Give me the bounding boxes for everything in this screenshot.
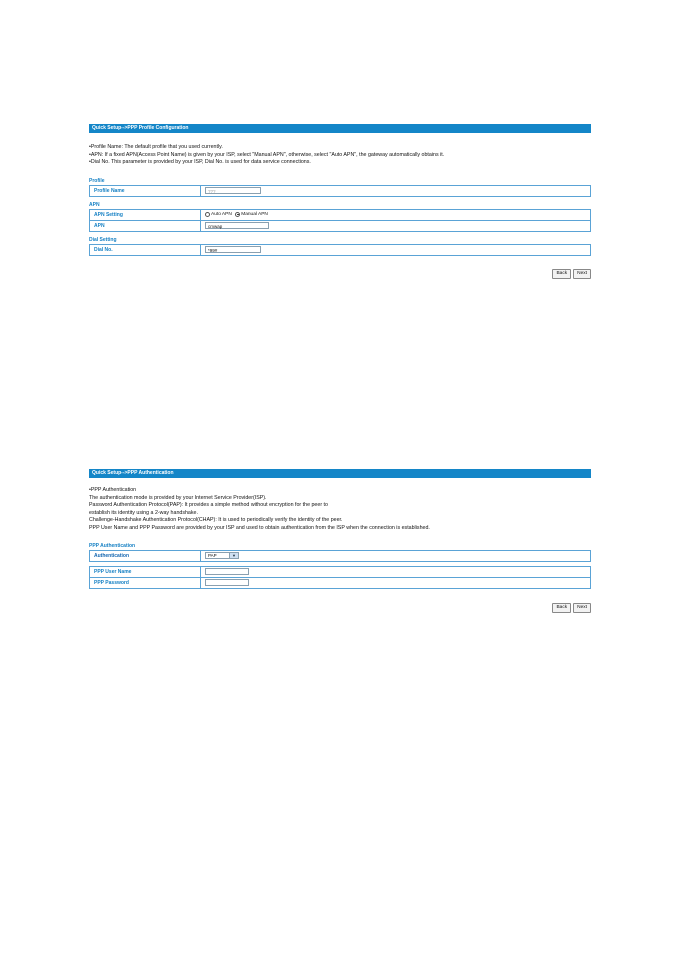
description <box>89 144 591 167</box>
section-dial: Dial Setting <box>89 236 117 243</box>
manual-apn-label: Manual APN <box>241 211 268 217</box>
section-apn: APN <box>89 201 100 208</box>
dial-table <box>89 244 591 256</box>
desc-line: The authentication mode is provided by your Internet Service Provider(ISP). <box>89 494 267 501</box>
profile-name-label: Profile Name <box>90 185 201 196</box>
authentication-value: PAP <box>208 553 217 559</box>
section-ppp-auth: PPP Authentication <box>89 542 136 549</box>
panel-title: Quick Setup-->PPP Authentication <box>89 469 591 478</box>
panel-title: Quick Setup-->PPP Profile Configuration <box>89 124 591 133</box>
ppp-password-input[interactable] <box>205 579 249 586</box>
desc-line: Password Authentication Protocol(PAP): It provides a simple method without encryption for the peer to <box>89 502 328 509</box>
desc-line: •PPP Authentication <box>89 487 137 493</box>
auto-apn-label: Auto APN <box>211 211 232 217</box>
desc-line: •APN: If a fixed APN(Access Point Name) is given by your ISP, select "Manual APN", otherwise, select "Auto APN", the gateway automatically obtains it. <box>89 151 445 158</box>
ppp-user-name-input[interactable] <box>205 568 249 575</box>
back-button[interactable]: Back <box>552 603 571 613</box>
button-row <box>89 595 591 613</box>
auto-apn-radio[interactable] <box>205 212 210 217</box>
profile-name-input[interactable]: ??? <box>205 187 261 194</box>
ppp-profile-panel <box>89 124 591 279</box>
apn-label: APN <box>90 220 201 231</box>
desc-line: establish its identity using a 2-way handshake. <box>89 509 198 516</box>
next-button[interactable]: Next <box>573 603 591 613</box>
ppp-auth-panel <box>89 469 591 613</box>
auth-table <box>89 550 591 562</box>
authentication-label: Authentication <box>90 550 201 561</box>
dial-no-label: Dial No. <box>90 244 201 255</box>
chevron-down-icon[interactable]: ▼ <box>229 553 238 558</box>
section-profile: Profile <box>89 177 105 184</box>
profile-table <box>89 185 591 197</box>
desc-line: •Profile Name: The default profile that you used currently. <box>89 144 223 150</box>
desc-line: •Dial No. This parameter is provided by your ISP, Dial No. is used for data service connections. <box>89 159 311 166</box>
authentication-select[interactable] <box>205 552 239 559</box>
ppp-password-label: PPP Password <box>90 577 201 588</box>
credentials-table <box>89 566 591 589</box>
dial-no-input[interactable]: *99# <box>205 246 261 253</box>
ppp-user-name-label: PPP User Name <box>90 566 201 577</box>
button-row <box>89 261 591 279</box>
desc-line: Challenge-Handshake Authentication Protocol(CHAP): It is used to periodically verify the identity of the peer. <box>89 517 343 524</box>
desc-line: PPP User Name and PPP Password are provided by your ISP and used to obtain authentication from the ISP when the connection is established. <box>89 524 430 531</box>
description <box>89 487 591 533</box>
apn-table <box>89 209 591 232</box>
back-button[interactable]: Back <box>552 269 571 279</box>
apn-setting-label: APN Setting <box>90 209 201 220</box>
apn-input[interactable]: cmwap <box>205 222 269 229</box>
next-button[interactable]: Next <box>573 269 591 279</box>
manual-apn-radio[interactable] <box>235 212 240 217</box>
